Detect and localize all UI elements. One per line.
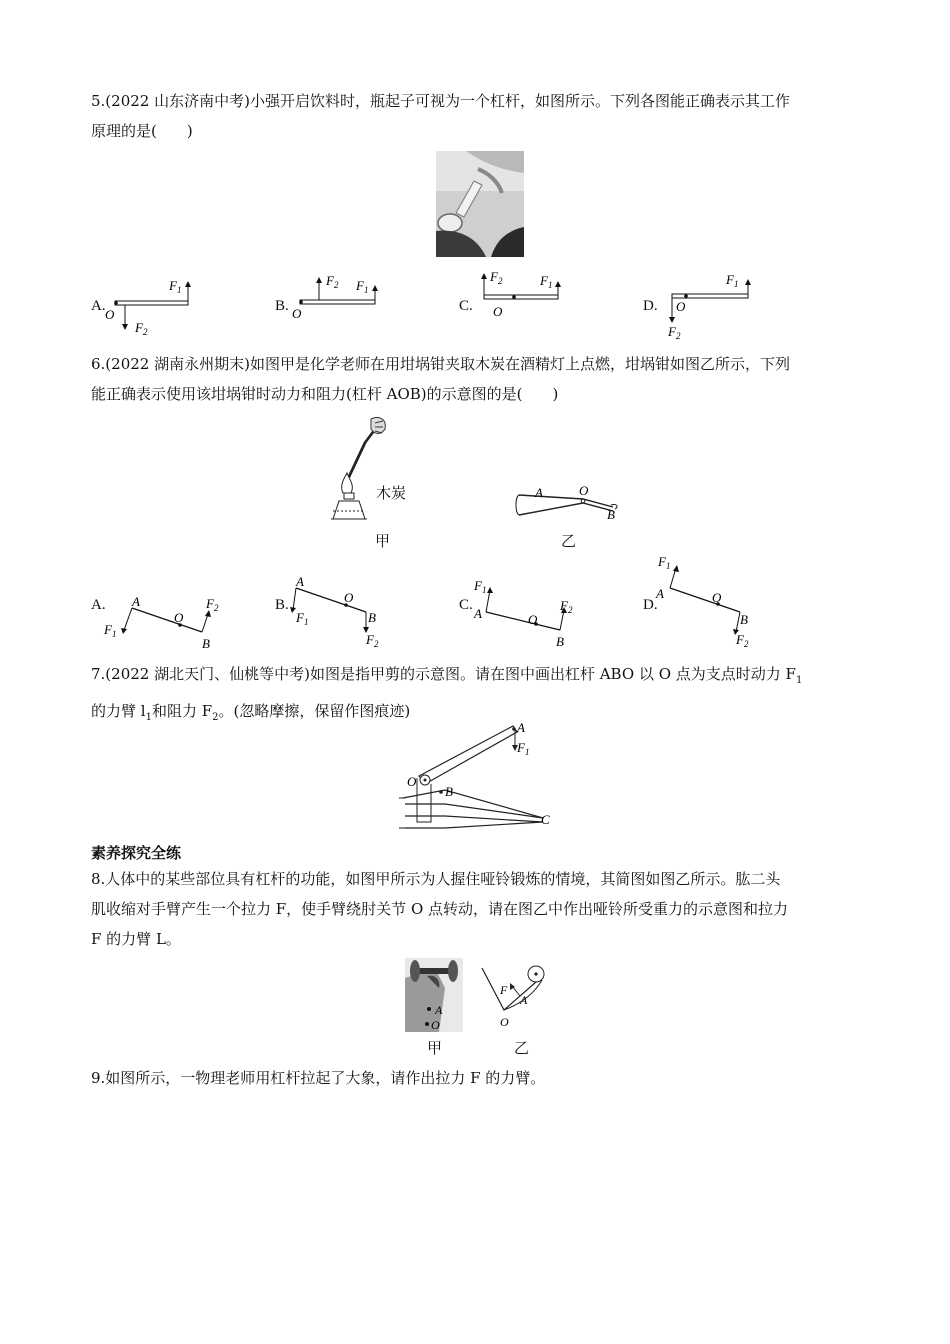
svg-text:O: O: [292, 306, 302, 321]
q8-caption-yi: 乙: [514, 1039, 530, 1057]
svg-text:F1: $F_1$: [169, 278, 182, 295]
q6-option-a-diagram: [102, 592, 222, 652]
svg-text:F1: $F_1$: [474, 578, 487, 595]
svg-text:F1: $F_1$: [356, 278, 369, 295]
charcoal-label: 木炭: [376, 484, 407, 502]
svg-text:F2: $F_2$: [206, 596, 219, 613]
svg-text:B: B: [202, 636, 210, 651]
nail-clipper-figure: [395, 718, 565, 834]
svg-text:C: C: [541, 812, 550, 827]
svg-text:F2: $F_2$: [366, 632, 379, 649]
svg-text:F2: $F_2$: [668, 324, 681, 341]
q6-option-c-label: C.: [459, 597, 473, 613]
q5-text: [91, 86, 861, 146]
svg-text:A: A: [520, 993, 528, 1007]
q6-text: [91, 349, 861, 409]
q7-line1: 7.(2022 湖北天门、仙桃等中考)如图是指甲剪的示意图。请在图中画出杠杆 ABO 以 O 点为支点时动力 $F_1$: [91, 665, 803, 686]
q5-line2: 原理的是( ): [91, 122, 193, 140]
svg-text:A: A: [535, 485, 543, 500]
svg-text:F1: $F_1$: [658, 554, 671, 571]
svg-text:O: O: [344, 590, 354, 605]
q5-option-a-diagram: [105, 272, 195, 342]
q8-text: [91, 864, 861, 954]
svg-text:O: O: [676, 299, 686, 314]
svg-text:O: O: [174, 610, 184, 625]
q5-option-d-diagram: [664, 268, 754, 346]
svg-text:A: A: [435, 1003, 443, 1017]
svg-text:F2: $F_2$: [490, 269, 503, 286]
svg-text:B: B: [368, 610, 376, 625]
svg-text:F2: $F_2$: [326, 273, 339, 290]
q6-option-c-diagram: [472, 576, 582, 652]
svg-text:F1: $F_1$: [296, 610, 309, 627]
alcohol-lamp-figure: [325, 415, 385, 525]
q7-line2: 的力臂 $l_1$和阻力 $F_2$。(忽略摩擦，保留作图痕迹): [91, 702, 411, 723]
arm-sketch-figure: [480, 964, 560, 1034]
svg-text:O: O: [105, 307, 115, 322]
svg-text:O: O: [493, 304, 503, 319]
q9-text: 9.如图所示，一物理老师用杠杆拉起了大象，请作出拉力 F 的力臂。: [91, 1069, 546, 1087]
q5-option-a-label: A.: [91, 298, 106, 314]
q5-option-b-diagram: [290, 268, 380, 321]
q6-caption-yi: 乙: [561, 532, 577, 550]
dumbbell-photo: [405, 958, 463, 1032]
bottle-opener-photo: [436, 151, 524, 257]
svg-text:A: A: [517, 720, 525, 735]
svg-text:B: B: [740, 612, 748, 627]
q6-line1: 6.(2022 湖南永州期末)如图甲是化学老师在用坩埚钳夹取木炭在酒精灯上点燃，坩埚钳如图乙所示，下列: [91, 355, 790, 373]
svg-text:O: O: [431, 1018, 440, 1032]
svg-text:F1: $F_1$: [726, 272, 739, 289]
q6-option-d-label: D.: [643, 597, 658, 613]
svg-text:F: F: [500, 983, 508, 997]
q5-option-c-label: C.: [459, 298, 473, 314]
svg-text:A: A: [656, 586, 664, 601]
q6-line2: 能正确表示使用该坩埚钳时动力和阻力(杠杆 AOB)的示意图的是( ): [91, 385, 559, 403]
section-title: 素养探究全练: [91, 844, 182, 862]
q8-line1: 8.人体中的某些部位具有杠杆的功能，如图甲所示为人握住哑铃锻炼的情境，其简图如图乙所示。肱二头: [91, 870, 781, 888]
svg-text:O: O: [712, 590, 722, 605]
q6-option-b-label: B.: [275, 597, 289, 613]
svg-text:B: B: [445, 784, 453, 799]
svg-text:O: O: [528, 612, 538, 627]
svg-text:F2: $F_2$: [736, 632, 749, 649]
q8-caption-jia: 甲: [427, 1039, 443, 1057]
svg-text:O: O: [500, 1015, 509, 1029]
q6-option-a-label: A.: [91, 597, 106, 613]
svg-text:F2: $F_2$: [135, 320, 148, 337]
q8-line2: 肌收缩对手臂产生一个拉力 F，使手臂绕肘关节 O 点转动，请在图乙中作出哑铃所受重力的示意图和拉力: [91, 900, 789, 918]
svg-text:F1: $F_1$: [540, 273, 553, 290]
svg-text:A: A: [132, 594, 140, 609]
svg-text:A: A: [474, 606, 482, 621]
svg-text:F2: $F_2$: [560, 598, 573, 615]
svg-text:F1: $F_1$: [517, 740, 530, 757]
q5-option-c-diagram: [478, 266, 568, 320]
crucible-tongs-figure: [515, 485, 625, 525]
svg-text:A: A: [296, 574, 304, 589]
svg-text:O: O: [579, 483, 589, 498]
svg-text:O: O: [407, 774, 417, 789]
svg-text:F1: $F_1$: [104, 622, 117, 639]
q6-option-b-diagram: [288, 572, 398, 652]
q8-line3: F 的力臂 L。: [91, 930, 181, 948]
q6-option-d-diagram: [656, 552, 766, 652]
q6-caption-jia: 甲: [375, 532, 391, 550]
svg-text:B: B: [556, 634, 564, 649]
q5-option-b-label: B.: [275, 298, 289, 314]
q5-line1: 5.(2022 山东济南中考)小强开启饮料时，瓶起子可视为一个杠杆，如图所示。下列各图能正确表示其工作: [91, 92, 790, 110]
q5-option-d-label: D.: [643, 298, 658, 314]
svg-text:B: B: [607, 507, 615, 522]
